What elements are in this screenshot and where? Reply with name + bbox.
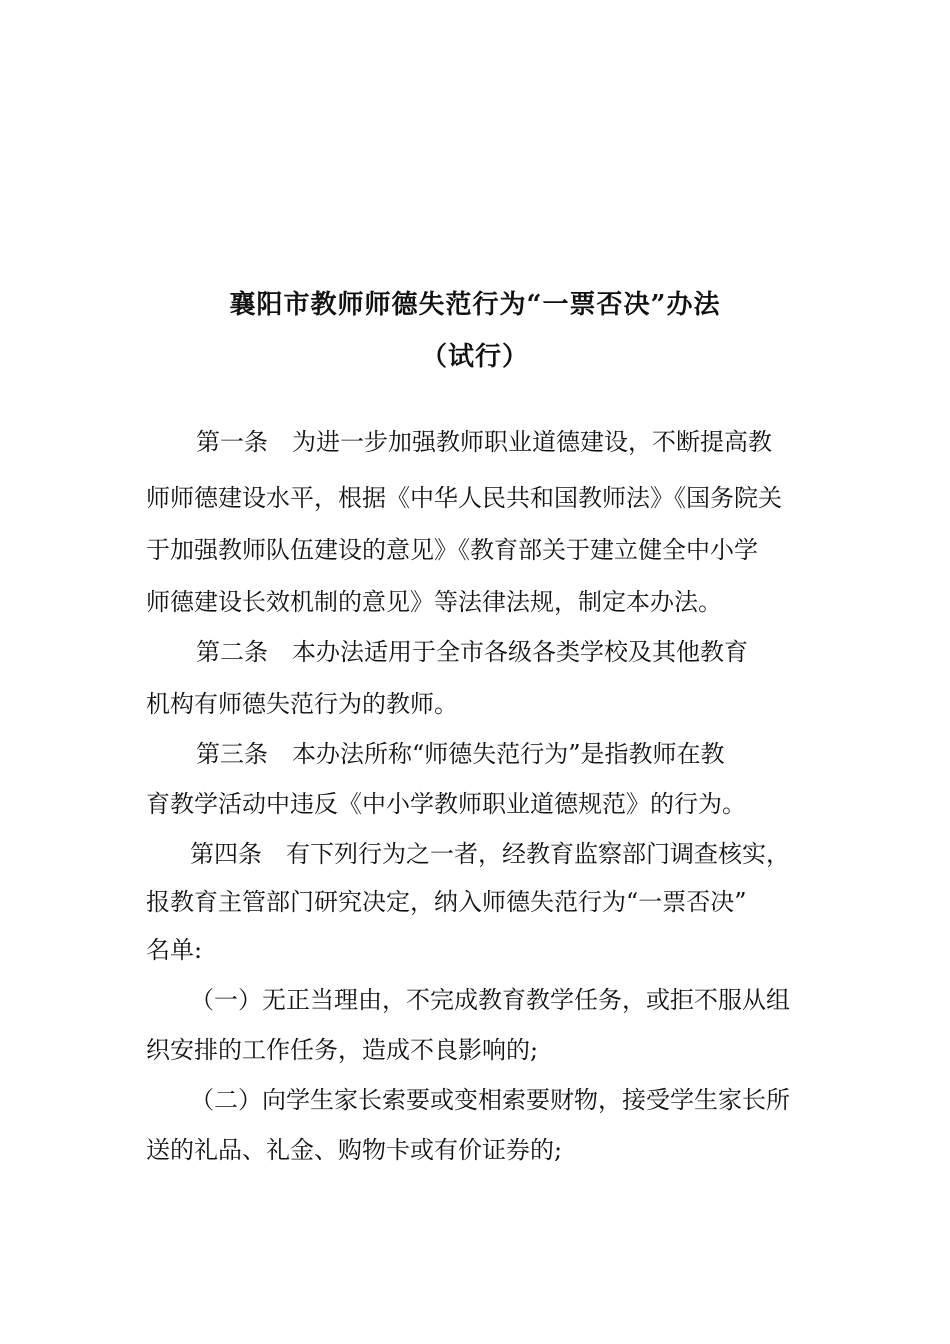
- article-4-line-3: 名单:: [146, 936, 203, 964]
- article-1-line-3: 于加强教师队伍建设的意见》《教育部关于建立健全中小学: [146, 536, 758, 564]
- item-1-line-2: 织安排的工作任务，造成不良影响的;: [146, 1036, 539, 1064]
- article-3-line-2: 育教学活动中违反《中小学教师职业道德规范》的行为。: [146, 790, 746, 818]
- item-2-line-2: 送的礼品、礼金、购物卡或有价证券的;: [146, 1136, 563, 1164]
- article-1-line-4: 师德建设长效机制的意见》等法律法规，制定本办法。: [146, 588, 722, 616]
- document-subtitle: （试行）: [420, 342, 529, 372]
- article-4-line-1: 第四条 有下列行为之一者，经教育监察部门调查核实，: [190, 840, 790, 868]
- article-2-line-1: 第二条 本办法适用于全市各级各类学校及其他教育: [196, 638, 748, 666]
- article-4-line-2: 报教育主管部门研究决定，纳入师德失范行为“一票否决”: [146, 888, 747, 916]
- document-title: 襄阳市教师师德失范行为“一票否决”办法: [229, 290, 721, 320]
- article-2-line-2: 机构有师德失范行为的教师。: [146, 690, 458, 718]
- article-1-line-1: 第一条 为进一步加强教师职业道德建设，不断提高教: [196, 428, 772, 456]
- item-2-line-1: （二）向学生家长索要或变相索要财物，接受学生家长所: [190, 1086, 790, 1114]
- item-1-line-1: （一）无正当理由，不完成教育教学任务，或拒不服从组: [190, 986, 790, 1014]
- article-3-line-1: 第三条 本办法所称“师德失范行为”是指教师在教: [196, 740, 725, 768]
- article-1-line-2: 师师德建设水平，根据《中华人民共和国教师法》《国务院关: [146, 484, 782, 512]
